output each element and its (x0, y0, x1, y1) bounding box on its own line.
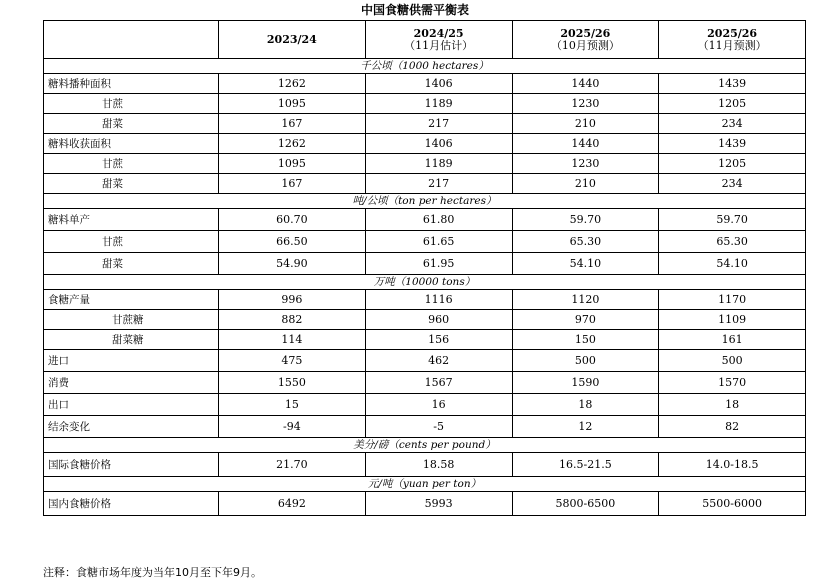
value-cell: 61.95 (365, 253, 512, 275)
unit-row (44, 477, 806, 492)
row-label: 进口 (44, 350, 219, 372)
row-label: 甘蔗 (44, 94, 219, 114)
row-label: 甘蔗 (44, 154, 219, 174)
value-cell: 1189 (365, 154, 512, 174)
row-label: 国内食糖价格 (44, 492, 219, 516)
value-cell: 1116 (365, 290, 512, 310)
unit-label: 美分/磅（cents per pound） (44, 438, 806, 453)
value-cell: 462 (365, 350, 512, 372)
row-label: 糖料收获面积 (44, 134, 219, 154)
column-note: （10月预测） (550, 38, 620, 52)
table-row (44, 394, 806, 416)
value-cell: 16.5-21.5 (512, 453, 659, 477)
value-cell: 59.70 (512, 209, 659, 231)
header-row (44, 21, 806, 59)
value-cell: 5993 (365, 492, 512, 516)
value-cell: 18 (512, 394, 659, 416)
value-cell: 882 (219, 310, 366, 330)
column-header (365, 21, 512, 59)
value-cell: 54.10 (512, 253, 659, 275)
value-cell: 16 (365, 394, 512, 416)
value-cell: 150 (512, 330, 659, 350)
value-cell: 475 (219, 350, 366, 372)
table-row (44, 134, 806, 154)
value-cell: 1439 (659, 134, 806, 154)
value-cell: 18.58 (365, 453, 512, 477)
row-label: 甘蔗 (44, 231, 219, 253)
value-cell: 210 (512, 114, 659, 134)
column-year: 2023/24 (266, 32, 317, 46)
row-label: 糖料播种面积 (44, 74, 219, 94)
value-cell: 54.10 (659, 253, 806, 275)
value-cell: 59.70 (659, 209, 806, 231)
value-cell: 21.70 (219, 453, 366, 477)
table-row (44, 492, 806, 516)
value-cell: 1567 (365, 372, 512, 394)
value-cell: 61.65 (365, 231, 512, 253)
value-cell: 54.90 (219, 253, 366, 275)
value-cell: 114 (219, 330, 366, 350)
value-cell: 1189 (365, 94, 512, 114)
value-cell: 66.50 (219, 231, 366, 253)
unit-row (44, 194, 806, 209)
value-cell: 61.80 (365, 209, 512, 231)
value-cell: 82 (659, 416, 806, 438)
value-cell: 1230 (512, 94, 659, 114)
table-row (44, 209, 806, 231)
value-cell: 217 (365, 114, 512, 134)
unit-label: 千公顷（1000 hectares） (44, 59, 806, 74)
table-row (44, 253, 806, 275)
value-cell: 1095 (219, 154, 366, 174)
column-year: 2025/26 (560, 26, 611, 40)
value-cell: 1440 (512, 134, 659, 154)
table-row (44, 372, 806, 394)
value-cell: 996 (219, 290, 366, 310)
value-cell: 210 (512, 174, 659, 194)
value-cell: 14.0-18.5 (659, 453, 806, 477)
unit-label: 吨/公顷（ton per hectares） (44, 194, 806, 209)
table-row (44, 231, 806, 253)
value-cell: 1205 (659, 94, 806, 114)
value-cell: 161 (659, 330, 806, 350)
row-label: 甜菜 (44, 174, 219, 194)
value-cell: 6492 (219, 492, 366, 516)
value-cell: 1109 (659, 310, 806, 330)
value-cell: 167 (219, 114, 366, 134)
value-cell: 234 (659, 114, 806, 134)
value-cell: 5800-6500 (512, 492, 659, 516)
table-row (44, 114, 806, 134)
table-row (44, 74, 806, 94)
row-label: 食糖产量 (44, 290, 219, 310)
row-label: 糖料单产 (44, 209, 219, 231)
column-header (659, 21, 806, 59)
value-cell: 1262 (219, 134, 366, 154)
row-label: 甜菜糖 (44, 330, 219, 350)
table-row (44, 310, 806, 330)
value-cell: 1230 (512, 154, 659, 174)
row-label: 国际食糖价格 (44, 453, 219, 477)
value-cell: 217 (365, 174, 512, 194)
row-label: 甜菜 (44, 253, 219, 275)
unit-row (44, 59, 806, 74)
footnote: 注释：食糖市场年度为当年10月至下年9月。 (43, 566, 262, 579)
unit-row (44, 275, 806, 290)
table-title: 中国食糖供需平衡表 (360, 3, 469, 17)
value-cell: 12 (512, 416, 659, 438)
value-cell: 15 (219, 394, 366, 416)
value-cell: 234 (659, 174, 806, 194)
value-cell: 156 (365, 330, 512, 350)
column-note: （11月估计） (404, 38, 474, 52)
table-row (44, 154, 806, 174)
value-cell: 1570 (659, 372, 806, 394)
value-cell: 65.30 (512, 231, 659, 253)
value-cell: 167 (219, 174, 366, 194)
table-row (44, 94, 806, 114)
value-cell: 960 (365, 310, 512, 330)
column-year: 2025/26 (707, 26, 758, 40)
table-row (44, 350, 806, 372)
value-cell: 1439 (659, 74, 806, 94)
value-cell: 1550 (219, 372, 366, 394)
sugar-balance-table (43, 20, 806, 516)
value-cell: 1095 (219, 94, 366, 114)
value-cell: 970 (512, 310, 659, 330)
value-cell: 1262 (219, 74, 366, 94)
value-cell: 1170 (659, 290, 806, 310)
value-cell: 1590 (512, 372, 659, 394)
row-label: 甘蔗糖 (44, 310, 219, 330)
value-cell: 18 (659, 394, 806, 416)
column-header (512, 21, 659, 59)
value-cell: -5 (365, 416, 512, 438)
row-label: 甜菜 (44, 114, 219, 134)
column-header (219, 21, 366, 59)
table-row (44, 453, 806, 477)
column-note: （11月预测） (697, 38, 767, 52)
table-row (44, 330, 806, 350)
column-year: 2024/25 (413, 26, 464, 40)
table-row (44, 416, 806, 438)
header-blank-cell (44, 21, 219, 59)
unit-row (44, 438, 806, 453)
value-cell: 1406 (365, 74, 512, 94)
table-row (44, 290, 806, 310)
value-cell: 1406 (365, 134, 512, 154)
value-cell: 60.70 (219, 209, 366, 231)
table-row (44, 174, 806, 194)
value-cell: 65.30 (659, 231, 806, 253)
value-cell: 500 (659, 350, 806, 372)
unit-label: 元/吨（yuan per ton） (44, 477, 806, 492)
value-cell: 1205 (659, 154, 806, 174)
unit-label: 万吨（10000 tons） (44, 275, 806, 290)
value-cell: 1440 (512, 74, 659, 94)
value-cell: 500 (512, 350, 659, 372)
value-cell: -94 (219, 416, 366, 438)
row-label: 结余变化 (44, 416, 219, 438)
value-cell: 1120 (512, 290, 659, 310)
row-label: 消费 (44, 372, 219, 394)
row-label: 出口 (44, 394, 219, 416)
value-cell: 5500-6000 (659, 492, 806, 516)
